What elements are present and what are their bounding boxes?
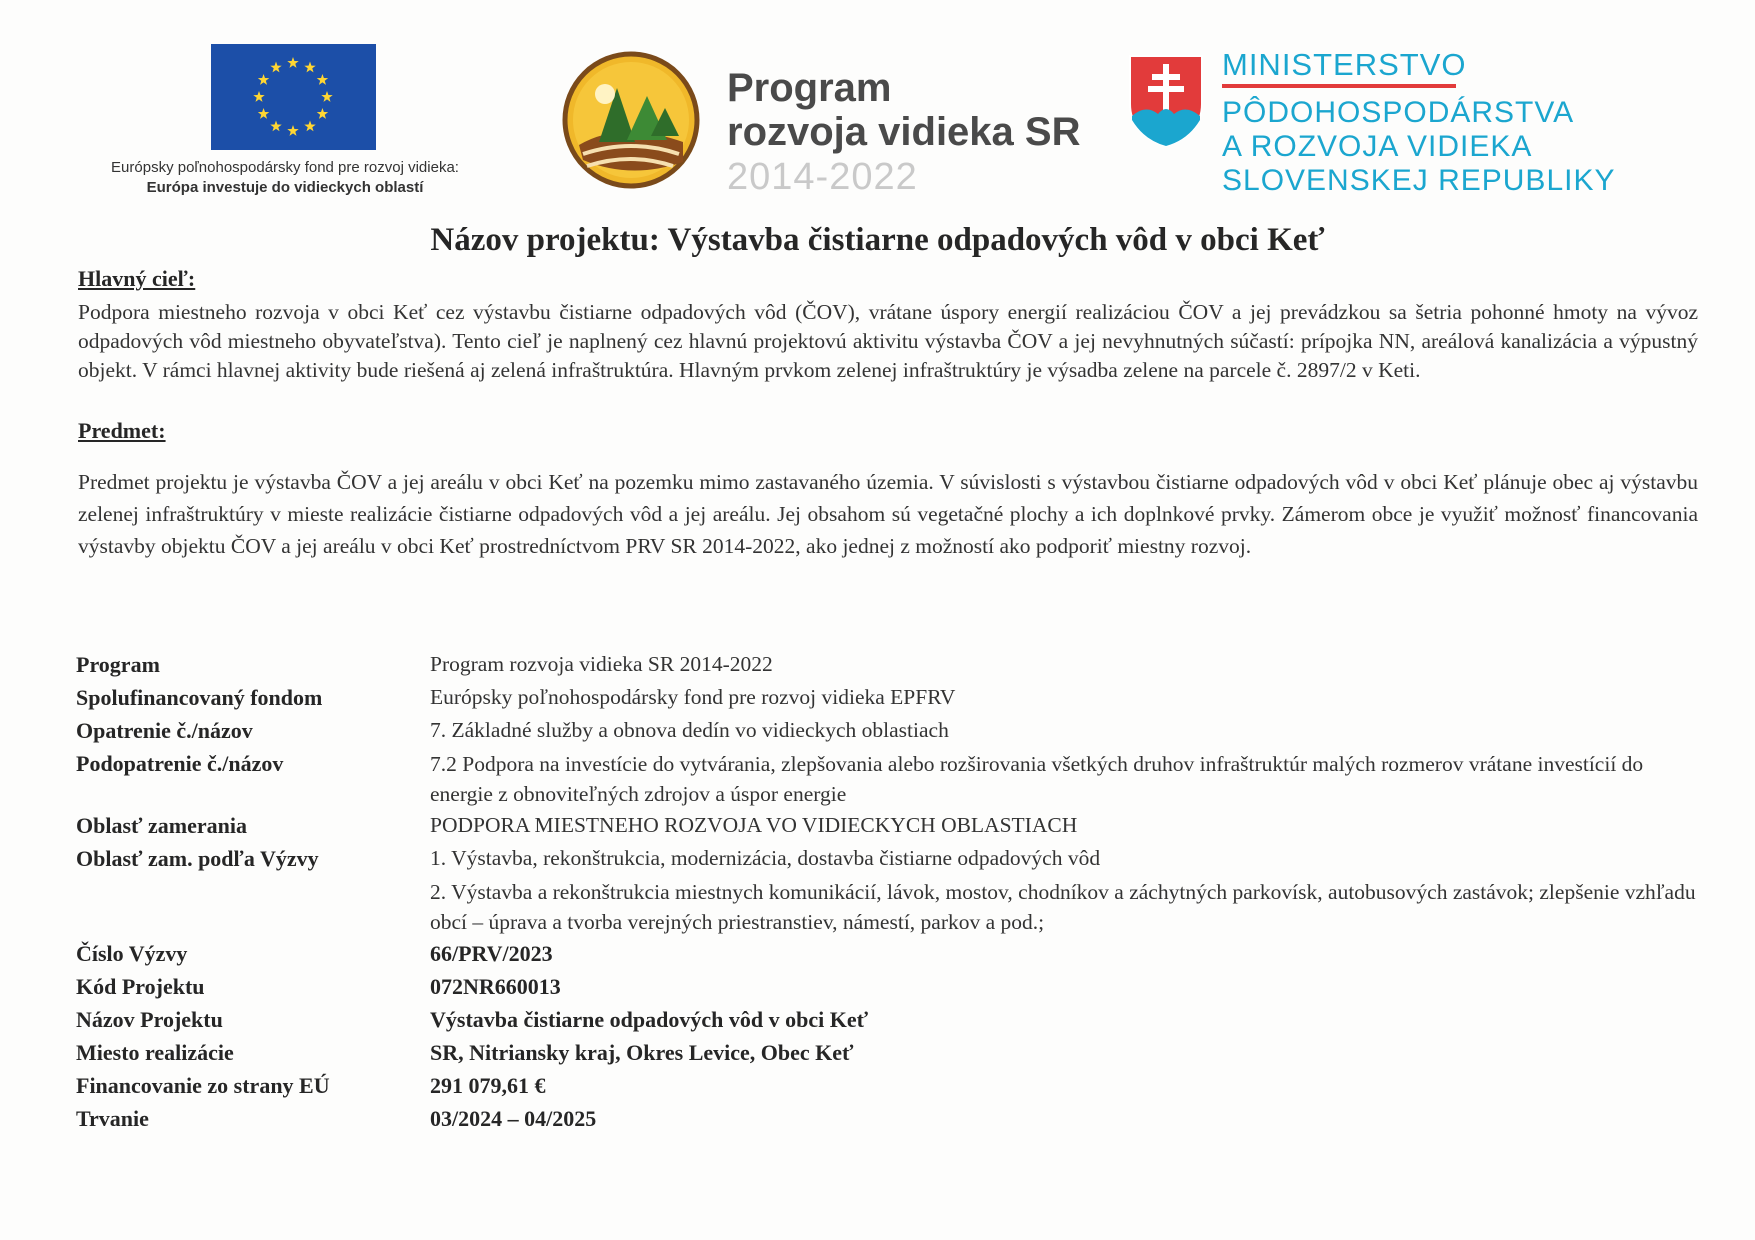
detail-label: Podopatrenie č./názov	[76, 751, 284, 776]
detail-label	[76, 875, 430, 937]
eu-star-icon	[304, 62, 315, 73]
prv-program-title	[727, 66, 1080, 200]
eu-star-icon	[321, 91, 332, 102]
project-title-value: Výstavba čistiarne odpadových vôd v obci Keť	[667, 222, 1325, 258]
detail-row-submeasure	[76, 747, 1706, 809]
eu-star-icon	[304, 120, 315, 131]
detail-row-call-number	[76, 937, 1706, 970]
eu-star-icon	[317, 74, 328, 85]
eu-fund-caption	[70, 158, 500, 198]
eu-star-icon	[258, 74, 269, 85]
detail-label: Miesto realizácie	[76, 1040, 234, 1065]
detail-value: PODPORA MIESTNEHO ROZVOJA VO VIDIECKYCH OBLASTIACH	[430, 813, 1078, 837]
detail-value: Výstavba čistiarne odpadových vôd v obci Keť	[430, 1007, 869, 1032]
project-title-label: Názov projektu:	[430, 222, 660, 258]
eu-star-icon	[317, 108, 328, 119]
ministry-line4: SLOVENSKEJ REPUBLIKY	[1222, 164, 1616, 197]
detail-label: Oblasť zam. podľa Výzvy	[76, 846, 319, 871]
detail-value: 2. Výstavba a rekonštrukcia miestnych komunikácií, lávok, mostov, chodníkov a záchytných parkovísk, autobusových zastávok; zlepšenie vzhľadu obcí – úprava a tvorba verejných priestranstiev, námestí, parkov a pod.;	[430, 880, 1696, 934]
detail-row-location	[76, 1036, 1706, 1069]
ministry-line3: A ROZVOJA VIDIEKA	[1222, 130, 1533, 163]
detail-value: 7. Základné služby a obnova dedín vo vidieckych oblastiach	[430, 718, 949, 742]
detail-row-duration	[76, 1102, 1706, 1135]
detail-value: 1. Výstavba, rekonštrukcia, modernizácia, dostavba čistiarne odpadových vôd	[430, 846, 1101, 870]
detail-row-call-focus-2	[76, 875, 1706, 937]
eu-star-icon	[258, 108, 269, 119]
detail-label: Kód Projektu	[76, 974, 205, 999]
detail-label: Trvanie	[76, 1106, 149, 1131]
slovak-coat-of-arms-icon	[1128, 54, 1204, 148]
detail-label: Oblasť zamerania	[76, 813, 247, 838]
detail-label: Program	[76, 652, 160, 677]
page-title	[0, 222, 1755, 259]
detail-label: Spolufinancovaný fondom	[76, 685, 323, 710]
subject-heading: Predmet:	[78, 418, 166, 443]
detail-value: SR, Nitriansky kraj, Okres Levice, Obec Keť	[430, 1040, 854, 1065]
detail-row-eu-funding	[76, 1069, 1706, 1102]
subject-paragraph: Predmet projektu je výstavba ČOV a jej areálu v obci Keť na pozemku mimo zastavaného územia. V súvislosti s výstavbou čistiarne odpadových vôd v obci Keť plánuje obec aj výstavbu zelenej infraštruktúry v mieste realizácie čistiarne odpadových vôd a jej areálu. Jej obsahom sú vegetačné plochy a ich doplnkové prvky. Zámerom obce je využiť možnosť financovania výstavby objektu ČOV a jej areálu v obci Keť prostredníctvom PRV SR 2014-2022, ako jednej z možností ako podporiť miestny rozvoj.	[78, 470, 1698, 558]
eu-star-icon	[253, 91, 264, 102]
detail-row-project-code	[76, 970, 1706, 1003]
prv-title-line1: Program	[727, 66, 892, 110]
ministry-logo-text	[1222, 48, 1615, 198]
detail-value: 7.2 Podpora na investície do vytvárania, zlepšovania alebo rozširovania všetkých druhov infraštruktúr malých rozmerov vrátane investícií do energie z obnoviteľných zdrojov a úspor energie	[430, 752, 1644, 806]
prv-emblem-logo	[561, 50, 701, 190]
detail-label: Číslo Výzvy	[76, 941, 188, 966]
detail-row-fund	[76, 681, 1706, 714]
eu-star-icon	[270, 120, 281, 131]
ministry-line1: MINISTERSTVO	[1222, 47, 1467, 82]
eu-star-icon	[270, 62, 281, 73]
detail-row-project-name	[76, 1003, 1706, 1036]
detail-label: Opatrenie č./názov	[76, 718, 253, 743]
project-details-table	[76, 648, 1706, 1135]
eu-star-icon	[287, 57, 298, 68]
detail-label: Financovanie zo strany EÚ	[76, 1073, 330, 1098]
detail-value: 66/PRV/2023	[430, 941, 553, 966]
ministry-red-rule	[1222, 84, 1456, 88]
eu-star-icon	[287, 125, 298, 136]
goal-heading: Hlavný cieľ:	[78, 266, 196, 291]
detail-row-call-focus	[76, 842, 1706, 875]
detail-value: 03/2024 – 04/2025	[430, 1106, 597, 1131]
detail-value: Európsky poľnohospodársky fond pre rozvoj vidieka EPFRV	[430, 685, 956, 709]
detail-value: Program rozvoja vidieka SR 2014-2022	[430, 652, 773, 676]
detail-value: 291 079,61 €	[430, 1073, 546, 1098]
detail-label: Názov Projektu	[76, 1007, 223, 1032]
eu-caption-line2: Európa investuje do vidieckych oblastí	[146, 179, 424, 196]
ministry-line2: PÔDOHOSPODÁRSTVA	[1222, 96, 1575, 129]
detail-row-focus-area	[76, 809, 1706, 842]
prv-title-line2: rozvoja vidieka SR	[727, 110, 1081, 154]
detail-value: 072NR660013	[430, 974, 561, 999]
eu-caption-line1: Európsky poľnohospodársky fond pre rozvoj vidieka:	[111, 159, 459, 176]
detail-row-measure	[76, 714, 1706, 747]
detail-row-program	[76, 648, 1706, 681]
eu-stars-icon	[211, 44, 376, 150]
eu-flag-logo	[211, 44, 376, 150]
goal-paragraph: Podpora miestneho rozvoja v obci Keť cez výstavbu čistiarne odpadových vôd (ČOV), vrátane úspory energií realizáciou ČOV a jej prevádzkou sa šetria pohonné hmoty na vývoz odpadových vôd miestneho obyvateľstva). Tento cieľ je naplnený cez hlavnú projektovú aktivitu výstavba ČOV a jej nevyhnutných súčastí: prípojka NN, areálová kanalizácia a výpustný objekt. V rámci hlavnej aktivity bude riešená aj zelená infraštruktúra. Hlavným prvkom zelenej infraštruktúry je výsadba zelene na parcele č. 2897/2 v Keti.	[78, 300, 1698, 382]
prv-years: 2014-2022	[727, 156, 918, 198]
